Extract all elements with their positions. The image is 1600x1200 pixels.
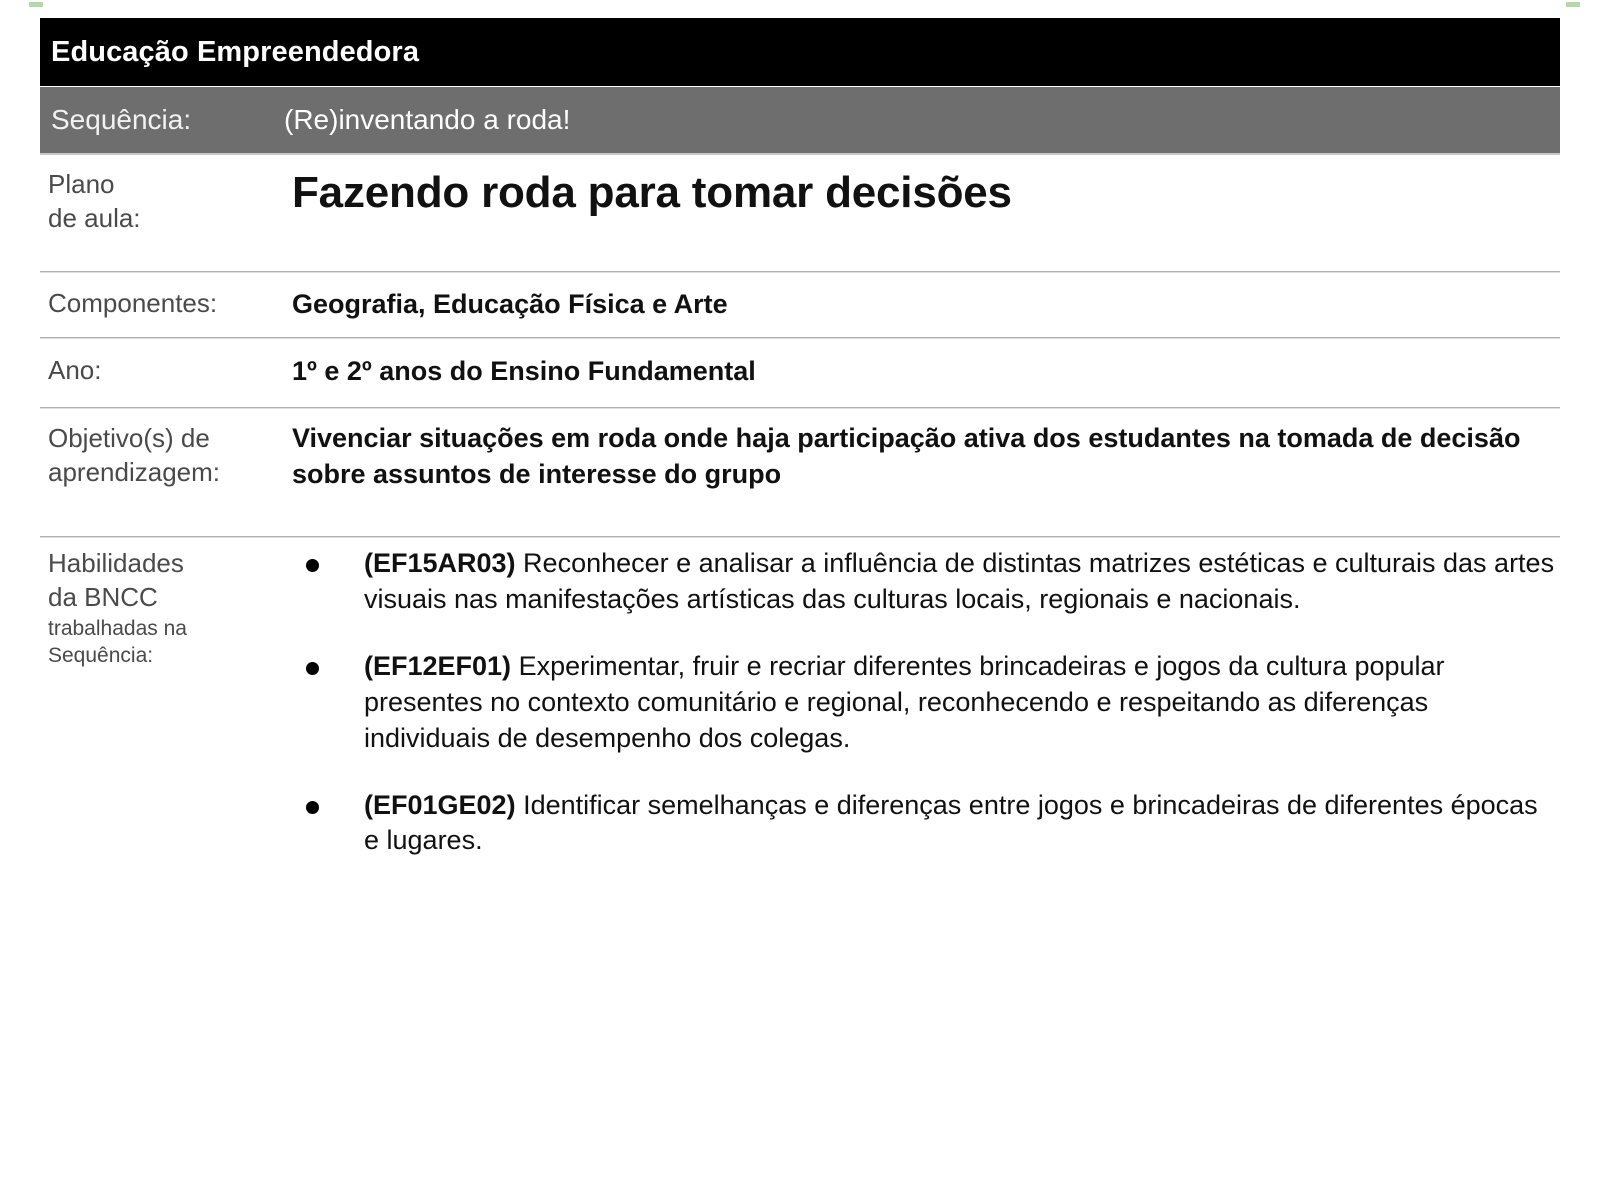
bncc-skill-item <box>292 546 1560 618</box>
bullet-icon <box>306 662 319 675</box>
objetivos-label <box>40 421 292 490</box>
habilidades-label-sub-line1: trabalhadas na <box>48 616 187 640</box>
bullet-icon <box>306 559 319 572</box>
brand-title: Educação Empreendedora <box>51 35 420 68</box>
bncc-skill-code: (EF15AR03) <box>364 548 516 578</box>
componentes-label: Componentes: <box>48 288 218 318</box>
separator-1 <box>40 271 1560 273</box>
plano-de-aula-label-line2: de aula: <box>48 202 141 233</box>
sequence-value: (Re)inventando a roda! <box>284 104 571 135</box>
componentes-value: Geografia, Educação Física e Arte <box>292 289 728 319</box>
sequence-bar <box>40 87 1560 153</box>
separator-2 <box>40 337 1560 339</box>
row-habilidades-bncc <box>40 546 1560 859</box>
row-plano-de-aula <box>40 168 1560 236</box>
plano-de-aula-title: Fazendo roda para tomar decisões <box>292 168 1012 217</box>
bullet-icon <box>306 801 319 814</box>
habilidades-label-main-line1: Habilidades <box>48 548 184 578</box>
ano-label: Ano: <box>48 355 102 385</box>
habilidades-label <box>40 546 292 670</box>
bncc-skill-item <box>292 649 1560 757</box>
bncc-skill-text: Experimentar, fruir e recriar diferentes brincadeiras e jogos da cultura popular presentes no contexto comunitário e regional, reconhecendo e respeitando as diferenças individuais de desempenho dos colegas. <box>364 650 1445 753</box>
row-objetivos-de-aprendizagem <box>40 421 1560 493</box>
habilidades-label-sub-line2: Sequência: <box>48 644 154 668</box>
separator-4 <box>40 536 1560 538</box>
registration-mark-left <box>29 2 43 7</box>
objetivos-label-line1: Objetivo(s) de <box>48 423 210 453</box>
objetivos-label-line2: aprendizagem: <box>48 457 220 488</box>
row-ano <box>40 354 1560 389</box>
bncc-skill-text: Identificar semelhanças e diferenças entre jogos e brincadeiras de diferentes épocas e lugares. <box>364 789 1538 856</box>
row-componentes <box>40 287 1560 322</box>
brand-bar <box>40 18 1560 86</box>
plano-de-aula-label-line1: Plano <box>48 169 115 199</box>
bncc-skill-text: Reconhecer e analisar a influência de distintas matrizes estéticas e culturais das artes visuais nas manifestações artísticas das culturas locais, regionais e nacionais. <box>364 548 1555 614</box>
habilidades-value <box>292 546 1560 859</box>
bncc-skill-code: (EF12EF01) <box>364 650 512 681</box>
ano-value: 1º e 2º anos do Ensino Fundamental <box>292 356 756 386</box>
habilidades-label-main-line2: da BNCC <box>48 581 158 612</box>
bncc-skill-item <box>292 788 1560 860</box>
bncc-skill-code: (EF01GE02) <box>364 789 516 820</box>
objetivos-value: Vivenciar situações em roda onde haja participação ativa dos estudantes na tomada de decisão sobre assuntos de interesse do grupo <box>292 423 1521 489</box>
registration-mark-right <box>1566 2 1580 7</box>
separator-3 <box>40 407 1560 409</box>
bncc-skills-list <box>292 546 1560 859</box>
sequence-label: Sequência: <box>51 104 192 135</box>
plano-de-aula-label <box>40 168 292 236</box>
